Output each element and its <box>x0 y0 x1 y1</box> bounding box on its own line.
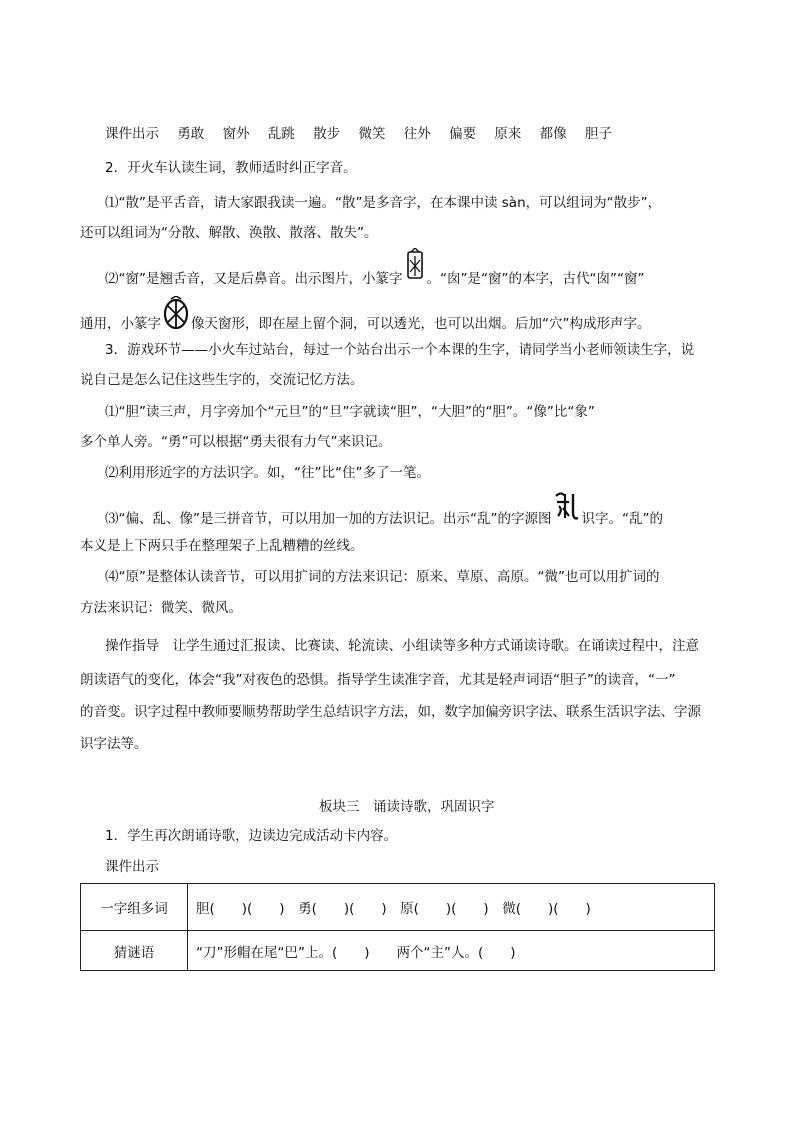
row-content: 胆( )( ) 勇( )( ) 原( )( ) 微( )( ) <box>188 884 715 931</box>
word-item: 偏要 <box>449 126 477 142</box>
word-item: 窗外 <box>222 126 250 142</box>
row-label: 猜谜语 <box>81 931 188 971</box>
text-segment: 。“囱”是“窗”的本字，古代“囱”“窗” <box>426 271 645 287</box>
table-row <box>81 884 715 931</box>
paragraph-3-3a <box>105 509 663 529</box>
word-item: 胆子 <box>584 126 612 142</box>
paragraph-3-3b: 本义是上下两只手在整理架子上乱糟糟的丝线。 <box>80 538 364 554</box>
seal-script-luan-icon <box>553 490 579 528</box>
paragraph-3-1a: ⑴“胆”读三声，月字旁加个“元旦”的“旦”字就读“胆”，“大胆”的“胆”。“像”比“象” <box>105 404 595 420</box>
activity-card-table <box>80 883 715 971</box>
kejian-label-2: 课件出示 <box>105 859 159 875</box>
row-label: 一字组多词 <box>81 884 188 931</box>
paragraph-3a: 3．游戏环节——小火车过站台，每过一个站台出示一个本课的生字，请同学当小老师领读生字，说 <box>105 342 695 358</box>
guide-line-b: 朗读语气的变化，体会“我”对夜色的恐惧。指导学生读准字音，尤其是轻声词语“胆子”的读音，“一” <box>80 672 676 688</box>
text-segment: ⑶“偏、乱、像”是三拼音节，可以用加一加的方法识记。出示“乱”的字源图 <box>105 511 552 527</box>
seal-script-cong-icon <box>163 296 189 336</box>
text-segment: 像天窗形，即在屋上留个洞，可以透光，也可以出烟。后加“穴”构成形声字。 <box>191 316 651 332</box>
guide-line-a: 操作指导 让学生通过汇报读、比赛读、轮流读、小组读等多种方式诵读诗歌。在诵读过程中，注意 <box>105 638 699 654</box>
word-item: 乱跳 <box>267 126 295 142</box>
word-item: 散步 <box>313 126 341 142</box>
kejian-label: 课件出示 <box>105 126 159 142</box>
paragraph-3-4b: 方法来识记：微笑、微风。 <box>80 600 242 616</box>
kejian-words-line <box>105 124 626 144</box>
guide-line-d: 识字法等。 <box>80 736 148 752</box>
text-segment: 识字。“乱”的 <box>581 511 663 527</box>
paragraph-2-1a: ⑴“散”是平舌音，请大家跟我读一遍。“散”是多音字，在本课中读 sàn，可以组词为“散步”， <box>105 195 662 211</box>
word-item: 微笑 <box>358 126 386 142</box>
paragraph-3b: 说自己是怎么记住这些生字的，交流记忆方法。 <box>80 372 364 388</box>
text-segment: 通用，小篆字 <box>80 316 161 332</box>
word-item: 勇敢 <box>177 126 205 142</box>
paragraph-3-1b: 多个单人旁。“勇”可以根据“勇夫很有力气”来识记。 <box>80 434 392 450</box>
guide-line-c: 的音变。识字过程中教师要顺势帮助学生总结识字方法，如，数字加偏旁识字法、联系生活识字法、字源 <box>80 704 701 720</box>
text-segment: ⑵“窗”是翘舌音，又是后鼻音。出示图片，小篆字 <box>105 271 403 287</box>
section-3-title: 板块三 诵读诗歌，巩固识字 <box>319 799 495 815</box>
row-content: “刀”形帽在尾“巴”上。( ) 两个“主”人。( ) <box>188 931 715 971</box>
paragraph-3-2: ⑵利用形近字的方法识字。如，“往”比“住”多了一笔。 <box>105 465 430 481</box>
word-item: 往外 <box>403 126 431 142</box>
word-item: 原来 <box>494 126 522 142</box>
paragraph-2: 2．开火车认读生词，教师适时纠正字音。 <box>105 160 357 176</box>
section-3-item-1: 1．学生再次朗诵诗歌，边读边完成活动卡内容。 <box>105 828 398 844</box>
paragraph-2-1b: 还可以组词为“分散、解散、涣散、散落、散失”。 <box>80 225 378 241</box>
word-item: 都像 <box>539 126 567 142</box>
table-row <box>81 931 715 971</box>
paragraph-2-2b <box>80 312 651 336</box>
seal-script-chuang-icon <box>405 248 425 288</box>
paragraph-3-4a: ⑷“原”是整体认读音节，可以用扩词的方法来识记：原来、草原、高原。“微”也可以用扩词的 <box>105 569 660 585</box>
paragraph-2-2a <box>105 269 644 289</box>
